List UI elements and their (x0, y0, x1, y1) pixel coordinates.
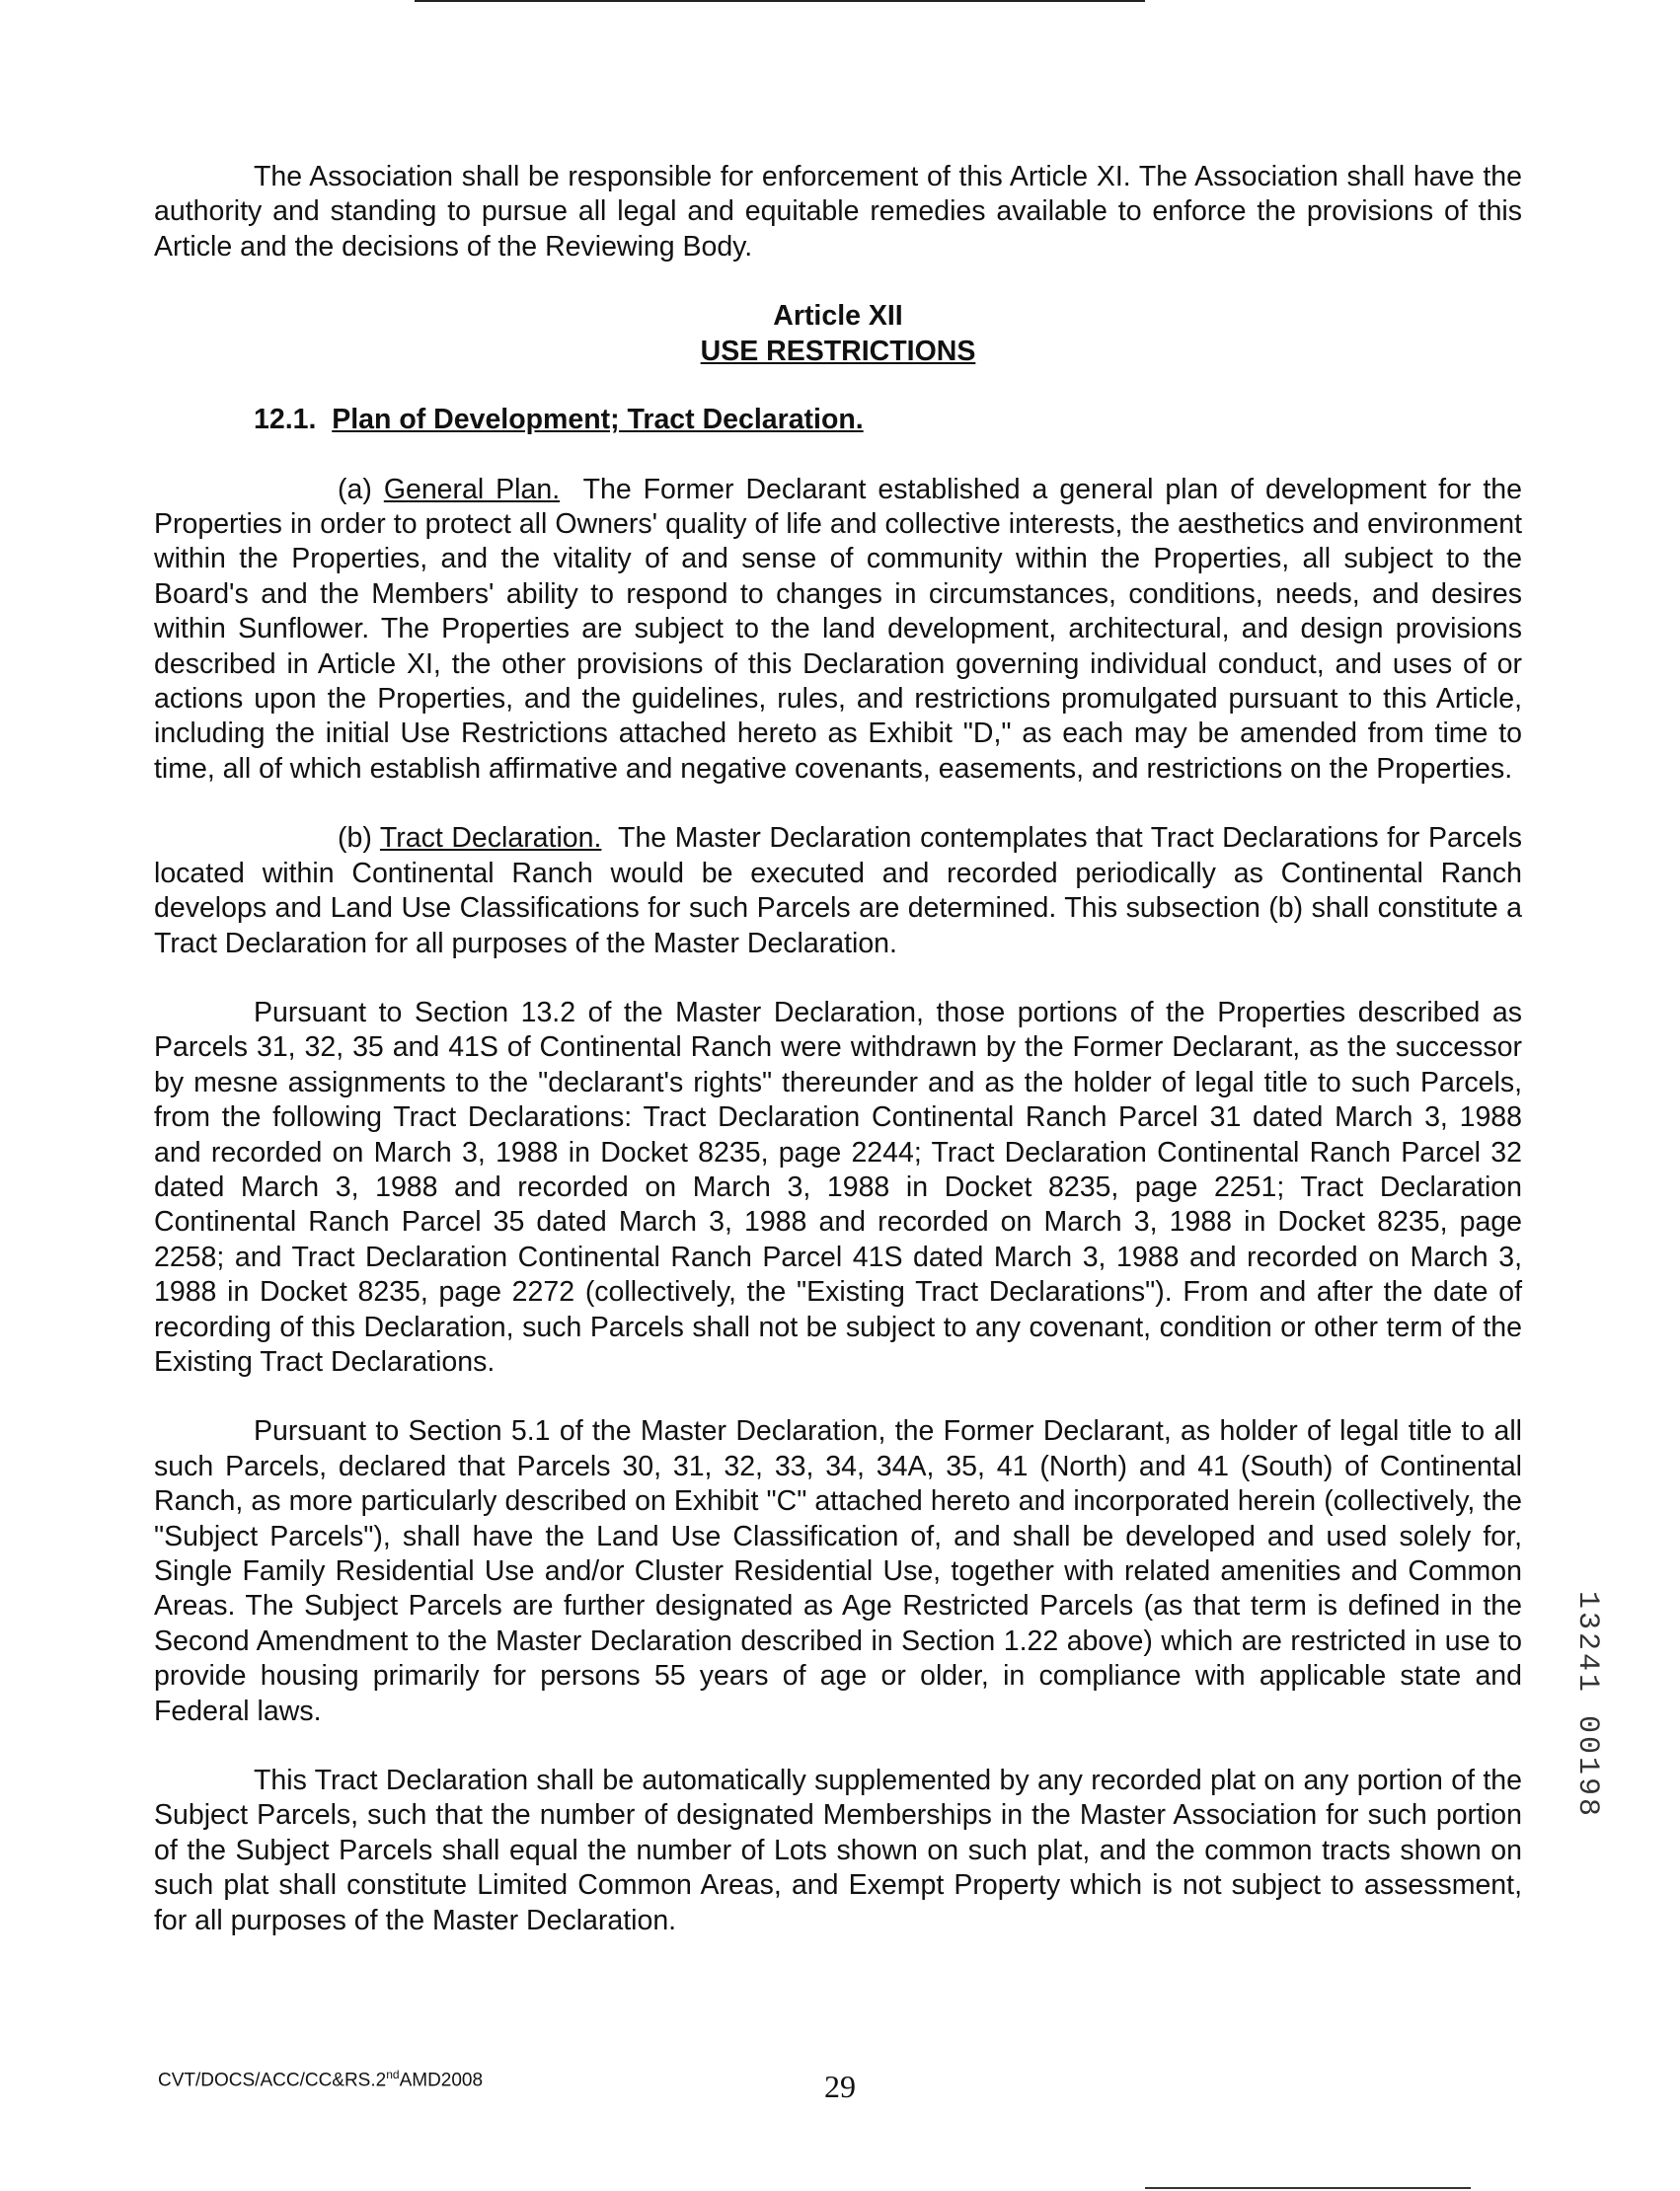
doc-code-superscript: nd (386, 2068, 400, 2081)
section-number: 12.1. (254, 404, 317, 436)
article-heading (154, 298, 1522, 369)
paragraph-withdrawal: Pursuant to Section 13.2 of the Master Declaration, those portions of the Properties described as Parcels 31, 32, 35 and 41S of Continental Ranch were withdrawn by the Former Declarant, as the successor by mesne assignments to the "declarant's rights" thereunder and as the holder of legal title to such Parcels, from the following Tract Declarations: Tract Declaration Continental Ranch Parcel 31 dated March 3, 1988 and recorded on March 3, 1988 in Docket 8235, page 2244; Tract Declaration Continental Ranch Parcel 32 dated March 3, 1988 and recorded on March 3, 1988 in Docket 8235, page 2251; Tract Declaration Continental Ranch Parcel 35 dated March 3, 1988 and recorded on March 3, 1988 in Docket 8235, page 2258; and Tract Declaration Continental Ranch Parcel 41S dated March 3, 1988 and recorded on March 3, 1988 in Docket 8235, page 2272 (collectively, the "Existing Tract Declarations"). From and after the date of recording of this Declaration, such Parcels shall not be subject to any covenant, condition or other term of the Existing Tract Declarations. (154, 996, 1522, 1378)
doc-code-suffix: AMD2008 (399, 2070, 484, 2091)
docket-stamp-text: 13241 00198 (1570, 1591, 1604, 1820)
doc-code-prefix: CVT/DOCS/ACC/CC&RS.2 (158, 2070, 387, 2091)
top-scan-edge (415, 0, 1145, 2)
paragraph-general-plan (154, 473, 1522, 788)
paragraph-heading: Tract Declaration. (379, 822, 602, 855)
bottom-scan-edge (1145, 2187, 1471, 2189)
intro-paragraph: The Association shall be responsible for enforcement of this Article XI. The Association shall have the authority and standing to pursue all legal and equitable remedies available to enforce the provisions of this Article and the decisions of the Reviewing Body. (154, 161, 1522, 263)
paragraph-text: The Former Declarant established a general plan of development for the Properties in order to protect all Owners' quality of life and collective interests, the aesthetics and environment within the Properties, and the vitality of and sense of community within the Properties, all subject to the Board's and the Members' ability to respond to changes in circumstances, conditions, needs, and desires within Sunflower. The Properties are subject to the land development, architectural, and design provisions described in Article XI, the other provisions of this Declaration governing individual conduct, and uses of or actions upon the Properties, and the guidelines, rules, and restrictions promulgated pursuant to this Article, including the initial Use Restrictions attached hereto as Exhibit "D," as each may be amended from time to time, all of which establish affirmative and negative covenants, easements, and restrictions on the Properties. (154, 473, 1522, 785)
paragraph-tract-declaration (154, 821, 1522, 961)
article-title: USE RESTRICTIONS (700, 336, 976, 368)
paragraph-label: (a) (338, 473, 372, 505)
paragraph-text: The Master Declaration contemplates that Tract Declarations for Parcels located within Continental Ranch would be executed and recorded periodically as Continental Ranch develops and Land Use Classifications for such Parcels are determined. This subsection (b) shall constitute a Tract Declaration for all purposes of the Master Declaration. (154, 822, 1523, 959)
section-title: Plan of Development; Tract Declaration. (332, 404, 864, 436)
page-number: 29 (824, 2069, 856, 2104)
paragraph-plat-supplement: This Tract Declaration shall be automatically supplemented by any recorded plat on any portion of the Subject Parcels, such that the number of designated Memberships in the Master Association for such portion of the Subject Parcels shall equal the number of Lots shown on such plat, and the common tracts shown on such plat shall constitute Limited Common Areas, and Exempt Property which is not subject to assessment, for all purposes of the Master Declaration. (154, 1765, 1522, 1936)
section-heading (154, 403, 1522, 437)
paragraph-land-use-classification: Pursuant to Section 5.1 of the Master Declaration, the Former Declarant, as holder of legal title to all such Parcels, declared that Parcels 30, 31, 32, 33, 34, 34A, 35, 41 (North) and 41 (South) of Continental Ranch, as more particularly described on Exhibit "C" attached hereto and incorporated herein (collectively, the "Subject Parcels"), shall have the Land Use Classification of, and shall be developed and used solely for, Single Family Residential Use and/or Cluster Residential Use, together with related amenities and Common Areas. The Subject Parcels are further designated as Age Restricted Parcels (as that term is defined in the Second Amendment to the Master Declaration described in Section 1.22 above) which are restricted in use to provide housing primarily for persons 55 years of age or older, in compliance with applicable state and Federal laws. (154, 1415, 1522, 1727)
paragraph-heading: General Plan. (383, 473, 561, 505)
paragraph-label: (b) (338, 822, 372, 855)
document-body (154, 160, 1522, 1938)
article-number: Article XII (773, 300, 903, 333)
